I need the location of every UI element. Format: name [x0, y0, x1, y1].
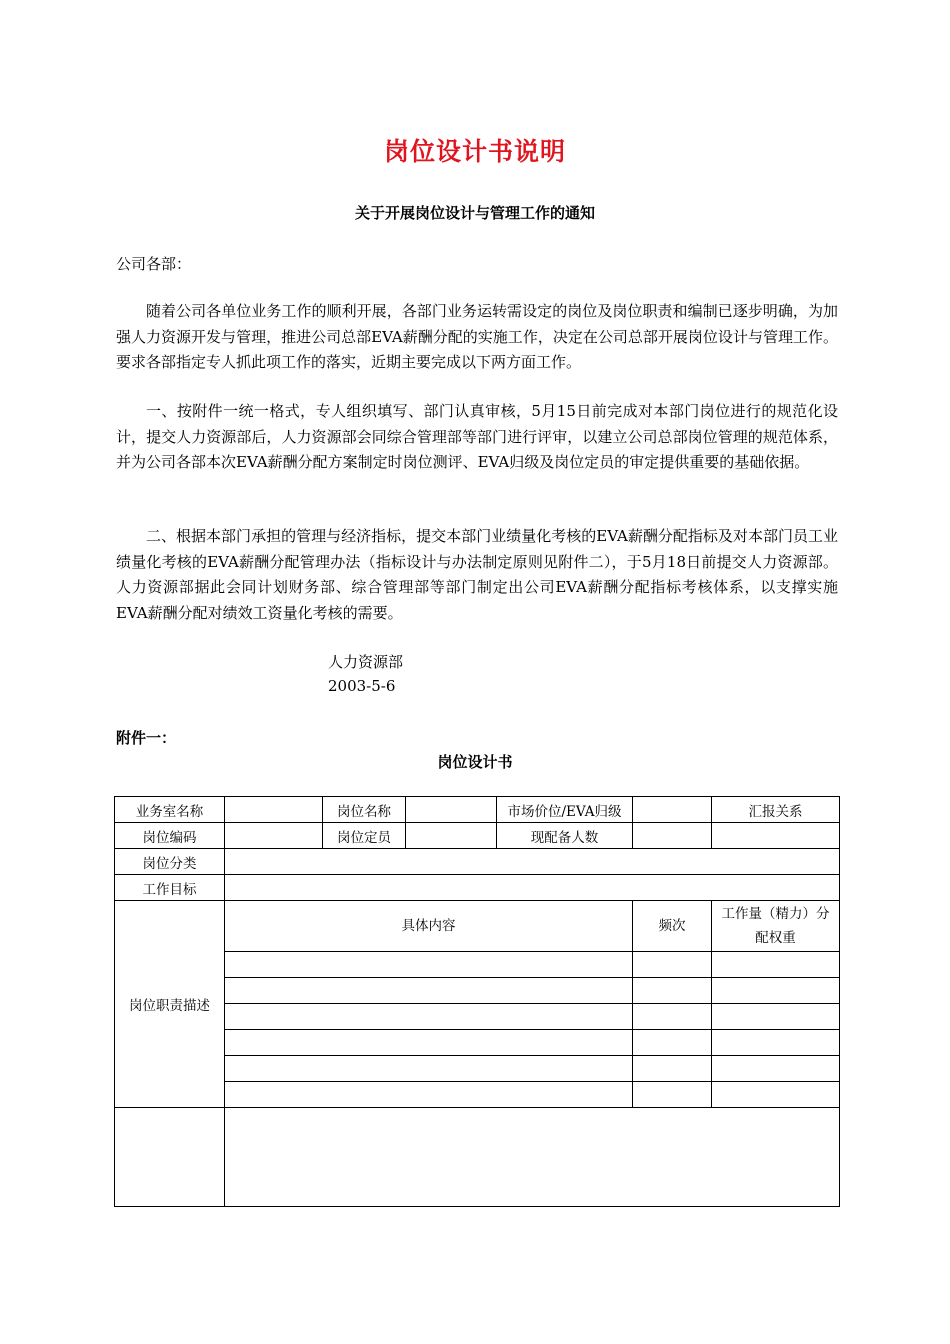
- paragraph-item-one: 一、按附件一统一格式，专人组织填写、部门认真审核，5月15日前完成对本部门岗位进行的规范化设计，提交人力资源部后，人力资源部会同综合管理部等部门进行评审，以建立公司总部岗位管理的规范体系，并为公司各部本次EVA薪酬分配方案制定时岗位测评、EVA归级及岗位定员的审定提供重要的基础依据。: [116, 402, 838, 471]
- extra-content-cell[interactable]: [225, 1108, 840, 1207]
- form-title: 岗位设计书: [437, 753, 513, 771]
- position-name-cell[interactable]: [406, 797, 497, 823]
- duty-label: 岗位职责描述: [115, 901, 225, 1108]
- duty-frequency-cell[interactable]: [633, 952, 712, 978]
- signature-date: 2003-5-6: [328, 677, 396, 695]
- market-eva-cell[interactable]: [633, 797, 712, 823]
- extra-label-cell[interactable]: [115, 1108, 225, 1207]
- paragraph-intro: 随着公司各单位业务工作的顺利开展，各部门业务运转需设定的岗位及岗位职责和编制已逐步明确，为加强人力资源开发与管理，推进公司总部EVA薪酬分配的实施工作，决定在公司总部开展岗位设计与管理工作。要求各部指定专人抓此项工作的落实，近期主要完成以下两方面工作。: [116, 302, 838, 371]
- goal-cell[interactable]: [225, 875, 840, 901]
- table-row: [115, 1108, 840, 1207]
- position-name-label: 岗位名称: [323, 797, 406, 823]
- table-row: [115, 823, 840, 849]
- quota-label: 岗位定员: [323, 823, 406, 849]
- weight-header: 工作量（精力）分配权重: [712, 901, 840, 952]
- duty-frequency-cell[interactable]: [633, 1056, 712, 1082]
- table-row: [115, 901, 840, 952]
- duty-frequency-cell[interactable]: [633, 1004, 712, 1030]
- notice-title: 关于开展岗位设计与管理工作的通知: [354, 204, 595, 222]
- duty-content-cell[interactable]: [225, 978, 633, 1004]
- category-label: 岗位分类: [115, 849, 225, 875]
- duty-frequency-cell[interactable]: [633, 978, 712, 1004]
- attachment-label: 附件一：: [116, 729, 177, 747]
- salutation: 公司各部：: [116, 255, 192, 273]
- duty-content-cell[interactable]: [225, 1082, 633, 1108]
- position-code-cell[interactable]: [225, 823, 323, 849]
- market-eva-label: 市场价位/EVA归级: [497, 797, 633, 823]
- table-row: [115, 849, 840, 875]
- position-code-label: 岗位编码: [115, 823, 225, 849]
- current-staff-label: 现配备人数: [497, 823, 633, 849]
- duty-frequency-cell[interactable]: [633, 1082, 712, 1108]
- dept-name-cell[interactable]: [225, 797, 323, 823]
- quota-cell[interactable]: [406, 823, 497, 849]
- current-staff-cell[interactable]: [633, 823, 712, 849]
- paragraph-item-two: 二、根据本部门承担的管理与经济指标，提交本部门业绩量化考核的EVA薪酬分配指标及对本部门员工业绩量化考核的EVA薪酬分配管理办法（指标设计与办法制定原则见附件二），于5月18日前提交人力资源部。人力资源部据此会同计划财务部、综合管理部等部门制定出公司EVA薪酬分配指标考核体系，以支撑实施EVA薪酬分配对绩效工资量化考核的需要。: [116, 527, 838, 622]
- duty-content-cell[interactable]: [225, 1030, 633, 1056]
- table-row: [115, 875, 840, 901]
- duty-weight-cell[interactable]: [712, 1082, 840, 1108]
- frequency-header: 频次: [633, 901, 712, 952]
- position-design-form: [114, 796, 840, 1207]
- duty-frequency-cell[interactable]: [633, 1030, 712, 1056]
- duty-weight-cell[interactable]: [712, 1056, 840, 1082]
- table-row: [115, 797, 840, 823]
- duty-weight-cell[interactable]: [712, 1030, 840, 1056]
- report-label: 汇报关系: [712, 797, 840, 823]
- category-cell[interactable]: [225, 849, 840, 875]
- signature-department: 人力资源部: [328, 653, 404, 671]
- report-cell[interactable]: [712, 823, 840, 849]
- duty-weight-cell[interactable]: [712, 1004, 840, 1030]
- dept-name-label: 业务室名称: [115, 797, 225, 823]
- duty-content-cell[interactable]: [225, 952, 633, 978]
- duty-weight-cell[interactable]: [712, 952, 840, 978]
- goal-label: 工作目标: [115, 875, 225, 901]
- duty-content-cell[interactable]: [225, 1004, 633, 1030]
- page-title: 岗位设计书说明: [383, 137, 566, 166]
- duty-weight-cell[interactable]: [712, 978, 840, 1004]
- duty-content-cell[interactable]: [225, 1056, 633, 1082]
- content-header: 具体内容: [225, 901, 633, 952]
